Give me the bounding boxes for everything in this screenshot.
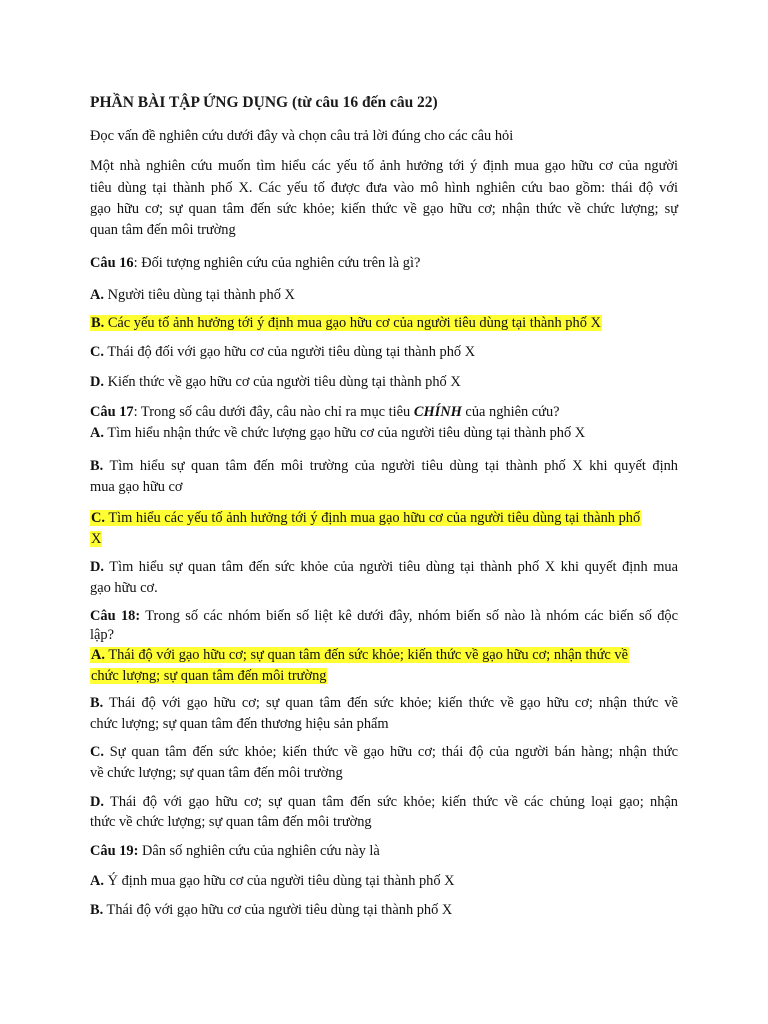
option-letter: B. — [91, 315, 105, 331]
scenario-line-2: tiêu dùng tại thành phố X. Các yếu tố được đưa vào mô hình nghiên cứu bao gồm: thái độ với — [90, 180, 678, 196]
question-17 — [90, 402, 678, 423]
question-17-text-end: của nghiên cứu? — [461, 404, 560, 420]
option-letter: A. — [90, 873, 104, 889]
option-text: Các yếu tố ảnh hưởng tới ý định mua gạo hữu cơ của người tiêu dùng tại thành phố X — [107, 315, 601, 331]
option-text: Ý định mua gạo hữu cơ của người tiêu dùng tại thành phố X — [107, 873, 455, 889]
q18-option-c-cont: về chức lượng; sự quan tâm đến môi trường — [90, 765, 343, 781]
q16-option-c[interactable] — [90, 342, 678, 363]
answer-highlight — [90, 647, 629, 663]
option-letter: D. — [90, 374, 104, 390]
option-letter: B. — [90, 902, 104, 918]
q18-option-b-cont: chức lượng; sự quan tâm đến thương hiệu sản phẩm — [90, 716, 389, 732]
option-text: Người tiêu dùng tại thành phố X — [107, 287, 295, 303]
option-letter: D. — [90, 559, 104, 575]
question-18-text: Trong số các nhóm biến số liệt kê dưới đây, nhóm biến số nào là nhóm các biến số độc — [140, 608, 678, 624]
option-text: Thái độ với gạo hữu cơ; sự quan tâm đến sức khỏe; kiến thức về gạo hữu cơ; nhận thức về — [108, 647, 628, 663]
option-letter: D. — [90, 794, 104, 810]
question-19 — [90, 841, 678, 862]
q17-option-d[interactable] — [90, 557, 678, 578]
q18-option-a-cont — [90, 666, 678, 687]
option-text: Thái độ với gạo hữu cơ của người tiêu dùng tại thành phố X — [106, 902, 453, 918]
question-19-text: Dân số nghiên cứu của nghiên cứu này là — [138, 843, 380, 859]
option-text: Tìm hiểu sự quan tâm đến môi trường của người tiêu dùng tại thành phố X khi quyết định — [109, 458, 678, 474]
scenario-line-3: gạo hữu cơ; sự quan tâm đến sức khỏe; kiến thức về gạo hữu cơ; nhận thức về chức lượng; sự — [90, 201, 678, 217]
q17-option-b-cont: mua gạo hữu cơ — [90, 479, 183, 495]
question-17-text: : Trong số câu dưới đây, câu nào chỉ ra mục tiêu — [133, 404, 414, 420]
scenario-line-4: quan tâm đến môi trường — [90, 222, 236, 238]
option-letter: A. — [90, 287, 104, 303]
question-17-label: Câu 17 — [90, 404, 134, 420]
q18-option-c[interactable] — [90, 742, 678, 763]
question-17-emphasis: CHÍNH — [413, 404, 462, 420]
q18-option-a[interactable] — [90, 645, 678, 666]
option-letter: C. — [90, 344, 104, 360]
option-letter: C. — [91, 510, 105, 526]
q17-option-c[interactable] — [90, 508, 678, 529]
option-text: Sự quan tâm đến sức khỏe; kiến thức về gạo hữu cơ; thái độ của người bán hàng; nhận thức — [109, 744, 678, 760]
option-letter: A. — [90, 425, 104, 441]
option-text: Thái độ đối với gạo hữu cơ của người tiêu dùng tại thành phố X — [107, 344, 476, 360]
answer-highlight — [90, 315, 602, 331]
answer-highlight — [90, 510, 641, 526]
question-18 — [90, 606, 678, 627]
option-text: Thái độ với gạo hữu cơ; sự quan tâm đến sức khỏe; kiến thức về gạo hữu cơ; nhận thức về — [109, 695, 678, 711]
option-text: Thái độ với gạo hữu cơ; sự quan tâm đến sức khỏe; kiến thức về các chủng loại gạo; nhận — [110, 794, 678, 810]
question-16-text: : Đối tượng nghiên cứu của nghiên cứu trên là gì? — [133, 255, 421, 271]
question-16-label: Câu 16 — [90, 255, 134, 271]
q19-option-b[interactable] — [90, 900, 678, 921]
answer-highlight: chức lượng; sự quan tâm đến môi trường — [91, 668, 327, 684]
option-letter: B. — [90, 458, 104, 474]
option-letter: B. — [90, 695, 104, 711]
q16-option-d[interactable] — [90, 372, 678, 393]
q17-option-d-cont: gạo hữu cơ. — [90, 580, 158, 596]
question-16 — [90, 253, 678, 274]
question-19-label: Câu 19: — [90, 843, 139, 859]
q18-option-b[interactable] — [90, 693, 678, 714]
question-18-cont: lập? — [90, 627, 114, 643]
q17-option-b[interactable] — [90, 456, 678, 477]
q17-option-c-cont — [90, 529, 678, 550]
question-18-label: Câu 18: — [90, 608, 141, 624]
option-letter: A. — [91, 647, 105, 663]
q16-option-a[interactable] — [90, 285, 678, 306]
option-text: Tìm hiểu các yếu tố ảnh hưởng tới ý định mua gạo hữu cơ của người tiêu dùng tại thành phố — [108, 510, 641, 526]
option-letter: C. — [90, 744, 104, 760]
q16-option-b[interactable] — [90, 313, 678, 334]
q18-option-d[interactable] — [90, 792, 678, 813]
q19-option-a[interactable] — [90, 871, 678, 892]
option-text: Tìm hiểu sự quan tâm đến sức khỏe của người tiêu dùng tại thành phố X khi quyết định mua — [109, 559, 678, 575]
option-text: Tìm hiểu nhận thức về chức lượng gạo hữu cơ của người tiêu dùng tại thành phố X — [107, 425, 586, 441]
q17-option-a[interactable] — [90, 423, 678, 444]
section-heading: PHẦN BÀI TẬP ỨNG DỤNG (từ câu 16 đến câu 22) — [90, 94, 438, 111]
q18-option-d-cont: thức về chức lượng; sự quan tâm đến môi trường — [90, 814, 372, 830]
instruction-text: Đọc vấn đề nghiên cứu dưới đây và chọn câu trả lời đúng cho các câu hỏi — [90, 128, 514, 144]
answer-highlight: X — [91, 531, 102, 547]
scenario-line-1: Một nhà nghiên cứu muốn tìm hiểu các yếu tố ảnh hưởng tới ý định mua gạo hữu cơ của người — [90, 158, 678, 174]
option-text: Kiến thức về gạo hữu cơ của người tiêu dùng tại thành phố X — [107, 374, 461, 390]
